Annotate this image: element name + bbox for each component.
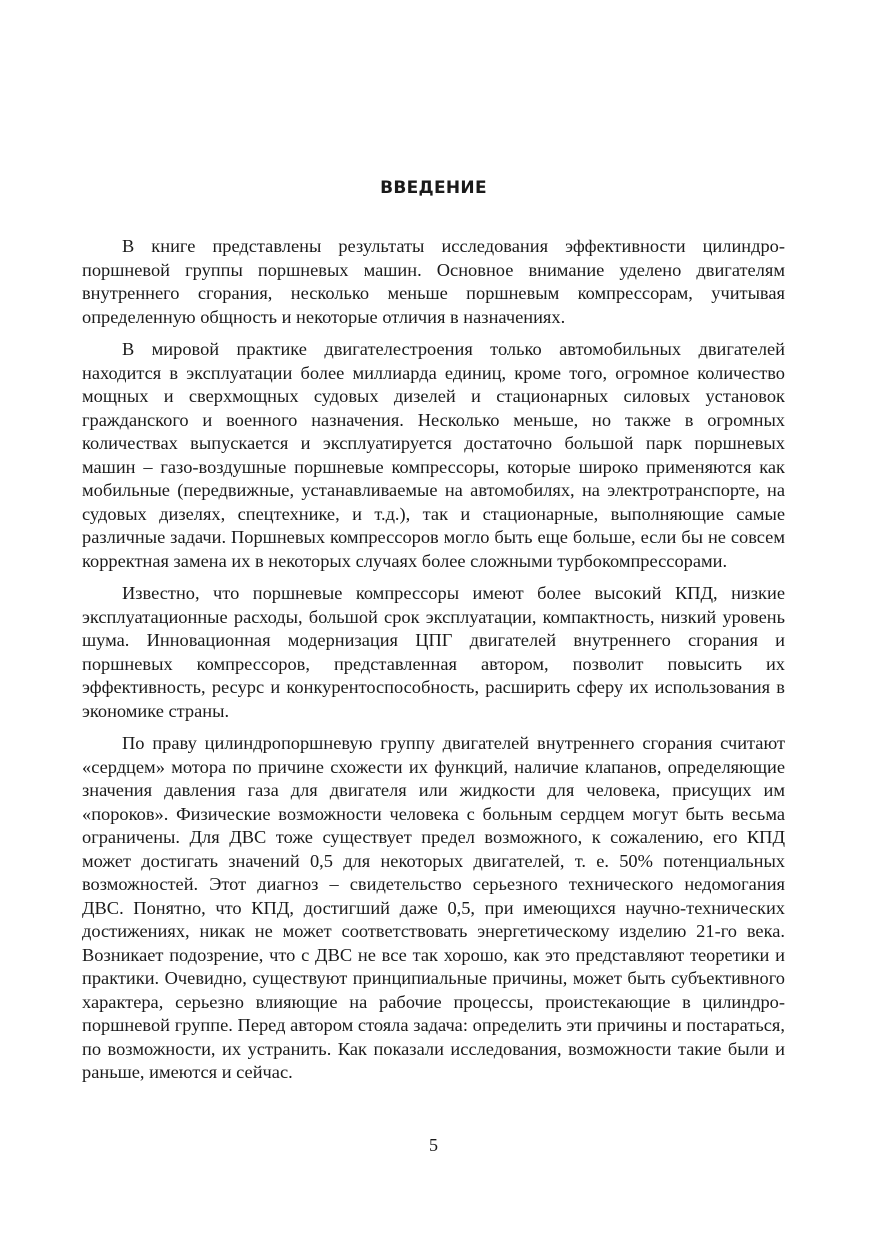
paragraph-1: В книге представлены результаты исследования эффективности цилиндропоршневой группы поршневых машин. Основное внимание уделено двигателям внутреннего сгорания, несколько меньше поршневым компрессорам, учитывая определенную общность и некоторые отличия в назначениях. xyxy=(82,236,785,327)
paragraph-3: Известно, что поршневые компрессоры имеют более высокий КПД, низкие эксплуатационные расходы, большой срок эксплуатации, компактность, низкий уровень шума. Инновационная модернизация ЦПГ двигателей внутреннего сгорания и поршневых компрессоров, представленная автором, позволит повысить их эффективность, ресурс и конкурентоспособность, расширить сферу их использования в экономике страны. xyxy=(82,583,785,721)
section-heading: ВВЕДЕНИЕ xyxy=(380,178,487,198)
body-text xyxy=(82,235,785,1094)
paragraph-2: В мировой практике двигателестроения только автомобильных двигателей находится в эксплуатации более миллиарда единиц, кроме того, огромное количество мощных и сверхмощных судовых дизелей и стационарных силовых установок гражданского и военного назначения. Несколько меньше, но также в огромных количествах выпускается и эксплуатируется достаточно большой парк поршневых машин – газо-воздушные поршневые компрессоры, которые широко применяются как мобильные (передвижные, устанавливаемые на автомобилях, на электротранспорте, на судовых дизелях, спецтехнике, и т.д.), так и стационарные, выполняющие самые различные задачи. Поршневых компрессоров могло быть еще больше, если бы не совсем корректная замена их в некоторых случаях более сложными турбокомпрессорами. xyxy=(82,339,785,571)
page-number: 5 xyxy=(429,1135,438,1155)
paragraph-4: По праву цилиндропоршневую группу двигателей внутреннего сгорания считают «сердцем» мотора по причине схожести их функций, наличие клапанов, определяющие значения давления газа для двигателя или жидкости для человека, присущих им «пороков». Физические возможности человека с больным сердцем могут быть весьма ограничены. Для ДВС тоже существует предел возможного, к сожалению, его КПД может достигать значений 0,5 для некоторых двигателей, т. е. 50% потенциальных возможностей. Этот диагноз – свидетельство серьезного технического недомогания ДВС. Понятно, что КПД, достигший даже 0,5, при имеющихся научно-технических достижениях, никак не может соответствовать энергетическому изделию 21-го века. Возникает подозрение, что с ДВС не все так хорошо, как это представляют теоретики и практики. Очевидно, существуют принципиальные причины, может быть субъективного характера, серьезно влияющие на рабочие процессы, проистекающие в цилиндропоршневой группе. Перед автором стояла задача: определить эти причины и постараться, по возможности, их устранить. Как показали исследования, возможности такие были и раньше, имеются и сейчас. xyxy=(82,733,785,1082)
